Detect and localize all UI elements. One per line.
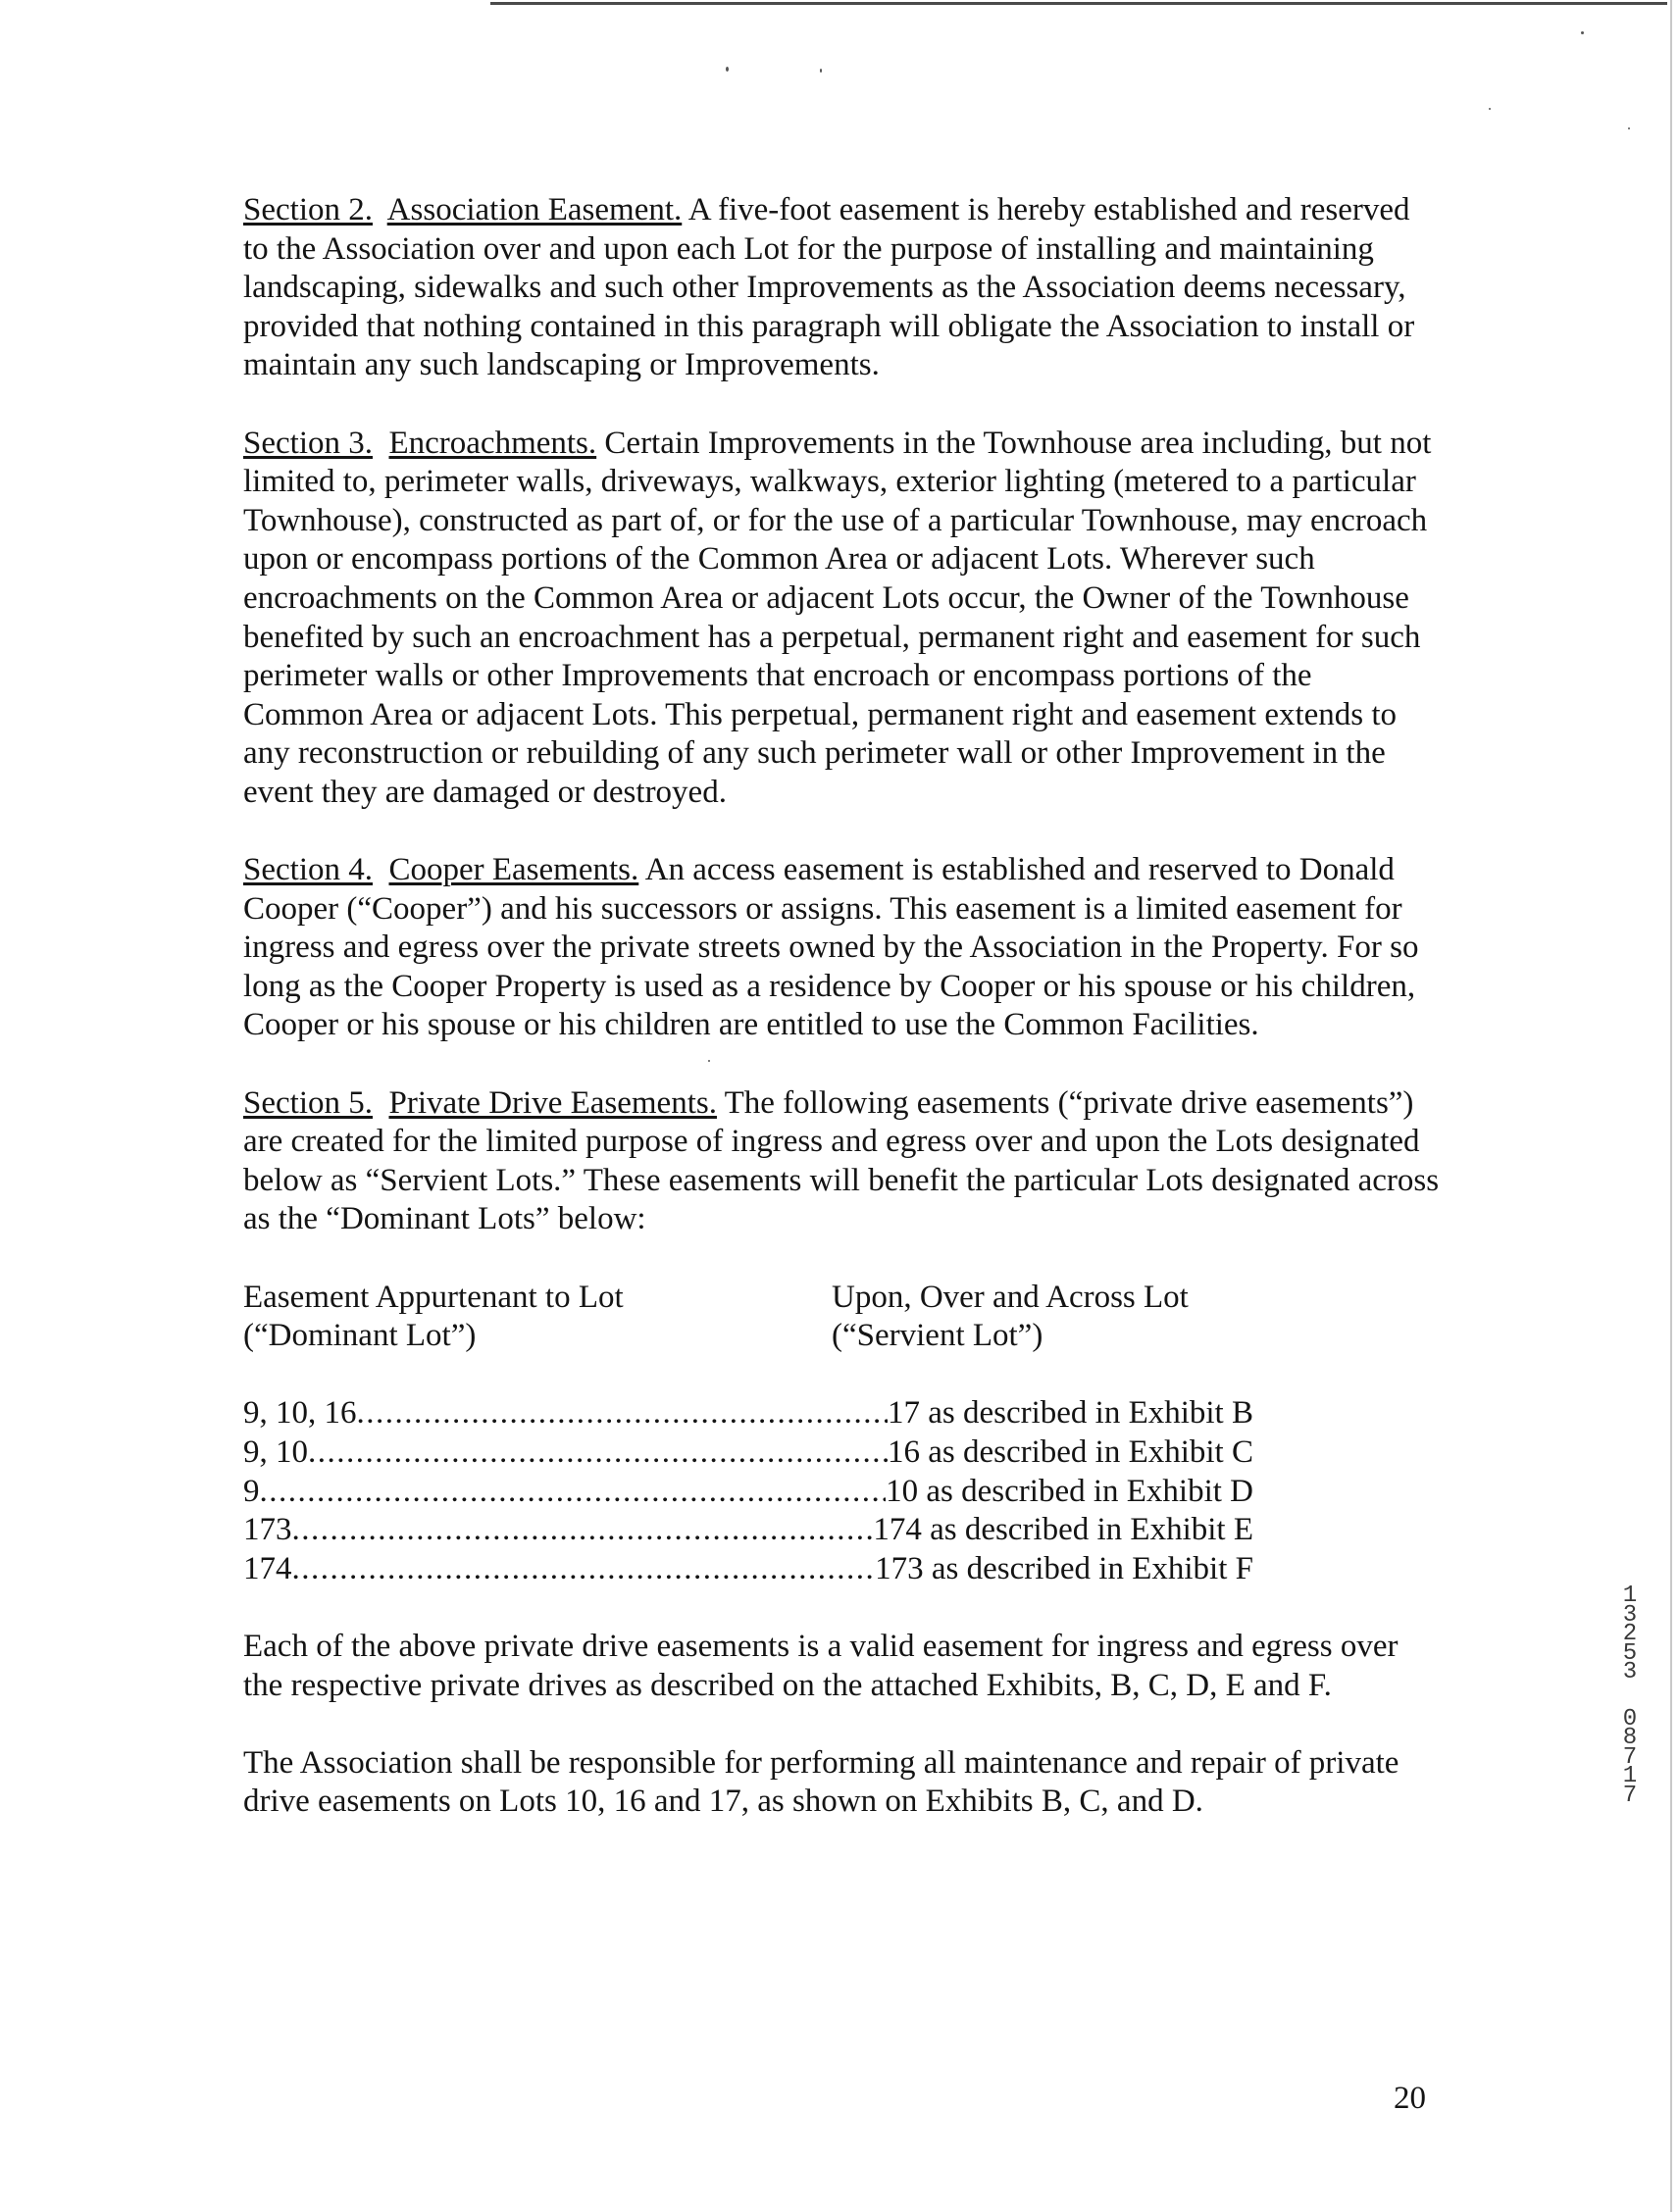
recording-digit: 3 bbox=[1622, 1601, 1638, 1629]
section-2-text: A five-foot easement is hereby established and reserved to the Association over and upon each Lot for the purpose of installing and maintaining landscaping, sidewalks and such other Improvements as the Association deems necessary, provided that nothing contained in this paragraph will obligate the Association to install or maintain any such landscaping or Improvements. bbox=[243, 192, 1415, 383]
section-2-label: Section 2. bbox=[243, 192, 373, 227]
dominant-lots: 173 bbox=[243, 1512, 292, 1548]
section-3-text: Certain Improvements in the Townhouse area including, but not limited to, perimeter walls, driveways, walkways, exterior lighting (metered to a particular Townhouse), constructed as part of, or for the use of a particular Townhouse, may encroach upon or encompass portions of the Common Area or adjacent Lots. Wherever such encroachments on the Common Area or adjacent Lots occur, the Owner of the Townhouse benefited by such an encroachment has a perpetual, permanent right and easement for such perimeter walls or other Improvements that encroach or encompass portions of the Common Area or adjacent Lots. This perpetual, permanent right and easement extends to any reconstruction or rebuilding of any such perimeter wall or other Improvement in the event they are damaged or destroyed. bbox=[243, 425, 1432, 810]
section-4-title: Cooper Easements. bbox=[388, 852, 639, 888]
servient-lot-header-line1: Upon, Over and Across Lot bbox=[832, 1279, 1189, 1315]
section-3-title: Encroachments. bbox=[388, 425, 597, 461]
dot-leader bbox=[308, 1433, 888, 1473]
section-2 bbox=[243, 191, 1440, 385]
section-5 bbox=[243, 1084, 1440, 1239]
servient-lot: 16 as described in Exhibit C bbox=[887, 1434, 1253, 1470]
section-5-label: Section 5. bbox=[243, 1084, 373, 1121]
easement-table-header bbox=[243, 1279, 1440, 1356]
section-5-title: Private Drive Easements. bbox=[388, 1084, 717, 1121]
easement-row bbox=[243, 1394, 1253, 1433]
recording-digit: 2 bbox=[1622, 1621, 1638, 1647]
recording-digit: 1 bbox=[1622, 1763, 1638, 1789]
recording-digit: 7 bbox=[1622, 1782, 1638, 1809]
dot-leader bbox=[357, 1394, 888, 1433]
section-3-label: Section 3. bbox=[243, 425, 373, 461]
recording-digit: 8 bbox=[1622, 1725, 1638, 1751]
servient-lot: 173 as described in Exhibit F bbox=[875, 1550, 1253, 1586]
page-number: 20 bbox=[1394, 2081, 1426, 2116]
recording-number-stamp bbox=[1620, 1583, 1640, 1809]
dominant-lot-header-line1: Easement Appurtenant to Lot bbox=[243, 1279, 624, 1315]
section-2-title: Association Easement. bbox=[386, 192, 683, 227]
recording-digit: 3 bbox=[1622, 1659, 1638, 1685]
recording-digit: 7 bbox=[1622, 1743, 1638, 1771]
scan-speck bbox=[726, 67, 729, 72]
servient-lot: 17 as described in Exhibit B bbox=[887, 1395, 1253, 1432]
scan-edge-line bbox=[490, 2, 1667, 5]
closing-paragraph-maintenance: The Association shall be responsible for performing all maintenance and repair of private drive easements on Lots 10, 16 and 17, as shown on Exhibits B, C, and D. bbox=[243, 1744, 1399, 1820]
dot-leader bbox=[292, 1511, 874, 1550]
section-5-text: The following easements (“private drive easements”) are created for the limited purpose of ingress and egress over and upon the Lots designated below as “Servient Lots.” These easements will benefit the particular Lots designated across as the “Dominant Lots” below: bbox=[243, 1084, 1440, 1237]
scan-speck bbox=[820, 69, 822, 73]
scan-speck bbox=[1489, 108, 1491, 110]
dominant-lots: 174 bbox=[243, 1550, 292, 1586]
servient-lot: 174 as described in Exhibit E bbox=[873, 1512, 1253, 1548]
section-4-text: An access easement is established and reserved to Donald Cooper (“Cooper”) and his successors or assigns. This easement is a limited easement for ingress and egress over the private streets owned by the Association in the Property. For so long as the Cooper Property is used as a residence by Cooper or his spouse or his children, Cooper or his spouse or his children are entitled to use the Common Facilities. bbox=[243, 852, 1419, 1043]
easement-row bbox=[243, 1433, 1253, 1473]
scan-speck bbox=[1581, 31, 1584, 34]
recording-digit: 0 bbox=[1622, 1705, 1638, 1733]
recording-digit: 5 bbox=[1622, 1639, 1638, 1667]
dot-leader bbox=[260, 1473, 887, 1512]
easement-table-rows bbox=[243, 1394, 1440, 1588]
scan-speck bbox=[1628, 127, 1630, 129]
section-4-label: Section 4. bbox=[243, 852, 373, 888]
servient-lot: 10 as described in Exhibit D bbox=[886, 1473, 1253, 1509]
dominant-lots: 9, 10, 16 bbox=[243, 1395, 357, 1432]
section-4 bbox=[243, 851, 1440, 1045]
dot-leader bbox=[292, 1550, 876, 1589]
easement-row bbox=[243, 1473, 1253, 1512]
servient-lot-header-line2: (“Servient Lot”) bbox=[832, 1318, 1043, 1354]
closing-paragraph-validity: Each of the above private drive easements is a valid easement for ingress and egress over the respective private drives as described on the attached Exhibits, B, C, D, E and F. bbox=[243, 1628, 1399, 1703]
dominant-lot-header-line2: (“Dominant Lot”) bbox=[243, 1318, 477, 1354]
easement-row bbox=[243, 1550, 1253, 1589]
easement-row bbox=[243, 1511, 1253, 1550]
dominant-lots: 9, 10 bbox=[243, 1434, 308, 1470]
dominant-lots: 9 bbox=[243, 1473, 260, 1509]
recording-digit: 1 bbox=[1622, 1583, 1638, 1609]
servient-lot-header bbox=[832, 1279, 1420, 1356]
document-body bbox=[243, 191, 1440, 1861]
scan-edge-line-right bbox=[1670, 0, 1672, 2212]
section-3 bbox=[243, 425, 1440, 813]
dominant-lot-header bbox=[243, 1279, 832, 1356]
